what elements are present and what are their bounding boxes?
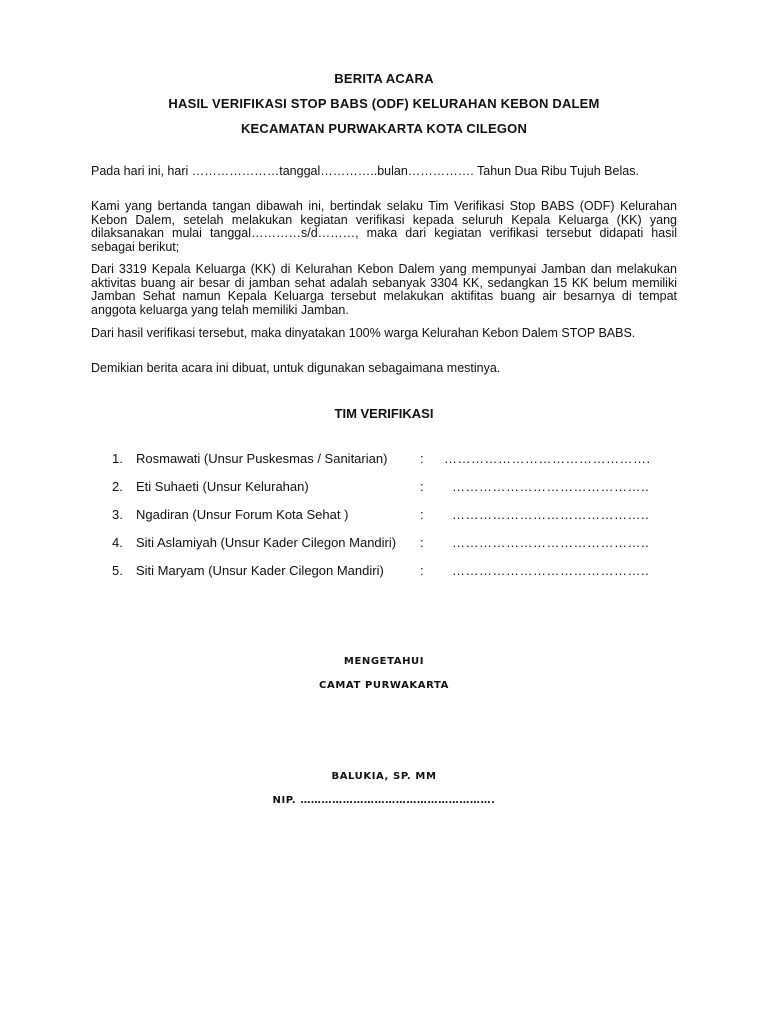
member-colon: : [420,479,424,494]
team-member-1 [112,451,682,467]
member-name: Ngadiran (Unsur Forum Kota Sehat ) [136,507,349,522]
member-colon: : [420,563,424,578]
member-colon: : [420,451,424,466]
member-name: Eti Suhaeti (Unsur Kelurahan) [136,479,309,494]
signatory-name: BALUKIA, SP. MM [331,771,437,782]
member-signature-line: ………………………………………. [444,451,651,466]
acknowledgement-label: MENGETAHUI [343,656,425,667]
member-number: 5. [112,563,123,578]
signatory-position: CAMAT PURWAKARTA [319,680,449,691]
member-colon: : [420,535,424,550]
member-number: 2. [112,479,123,494]
team-member-4 [112,535,682,551]
document-title: BERITA ACARA [334,71,434,86]
member-name: Rosmawati (Unsur Puskesmas / Sanitarian) [136,451,388,466]
team-member-3 [112,507,682,523]
team-heading: TIM VERIFIKASI [334,406,434,421]
document-subtitle: HASIL VERIFIKASI STOP BABS (ODF) KELURAHAN KEBON DALEM [168,96,600,111]
team-member-5 [112,563,682,579]
member-name: Siti Maryam (Unsur Kader Cilegon Mandiri) [136,563,384,578]
paragraph-date: Pada hari ini, hari …………………tanggal…………..bulan……………. Tahun Dua Ribu Tujuh Belas. [91,164,639,178]
member-colon: : [420,507,424,522]
paragraph-closing: Demikian berita acara ini dibuat, untuk digunakan sebagaimana mestinya. [91,361,501,375]
paragraph-introduction: Kami yang bertanda tangan dibawah ini, bertindak selaku Tim Verifikasi Stop BABS (ODF) Kelurahan Kebon Dalem, setelah melakukan kegiatan verifikasi kepada seluruh Kepala Keluarga (KK) yang dilaksanakan mulai tanggal…………s/d………, maka dari kegiatan verifikasi tersebut didapati hasil sebagai berikut; [91,199,677,254]
team-member-2 [112,479,682,495]
signatory-nip: NIP. ………………………………………………. [272,795,496,806]
member-signature-line: …………………………………….. [452,563,650,578]
paragraph-findings: Dari 3319 Kepala Keluarga (KK) di Kelurahan Kebon Dalem yang mempunyai Jamban dan melakukan aktivitas buang air besar di jamban sehat adalah sebanyak 3304 KK, sedangkan 15 KK belum memiliki Jamban Sehat namun Kepala Keluarga tersebut melakukan aktifitas buang air besarnya di tempat anggota keluarga yang telah memiliki Jamban. [91,262,677,317]
member-name: Siti Aslamiyah (Unsur Kader Cilegon Mandiri) [136,535,397,550]
member-number: 3. [112,507,123,522]
member-signature-line: …………………………………….. [452,507,650,522]
member-number: 1. [112,451,123,466]
paragraph-conclusion: Dari hasil verifikasi tersebut, maka dinyatakan 100% warga Kelurahan Kebon Dalem STOP BABS. [91,326,636,340]
member-number: 4. [112,535,123,550]
document-location: KECAMATAN PURWAKARTA KOTA CILEGON [240,121,528,136]
member-signature-line: …………………………………….. [452,479,650,494]
member-signature-line: …………………………………….. [452,535,650,550]
